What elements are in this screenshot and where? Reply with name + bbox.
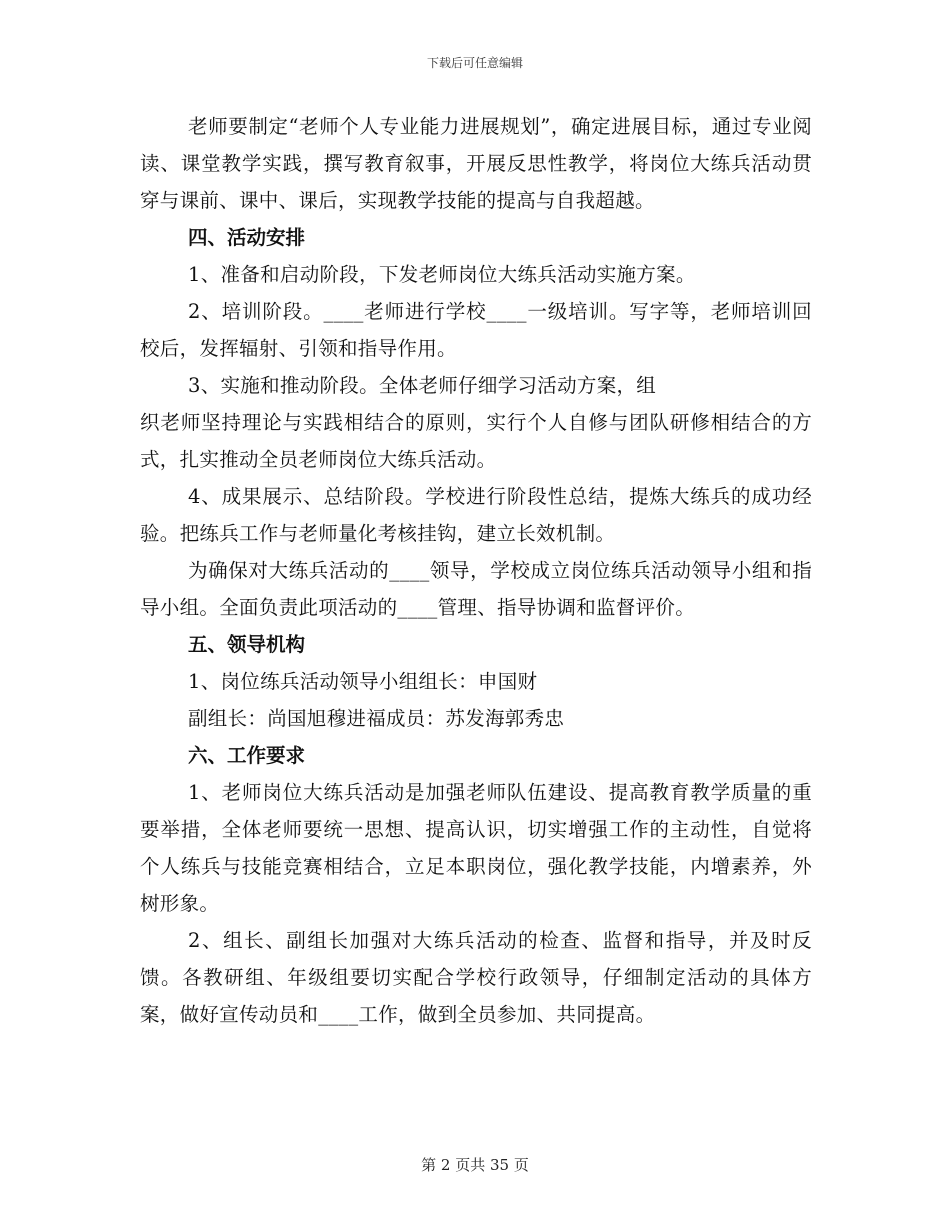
section-heading-leadership: 五、领导机构	[188, 633, 306, 656]
paragraph-stage-3: 3、实施和推动阶段。全体老师仔细学习活动方案，组	[188, 374, 657, 397]
section-heading-requirements: 六、工作要求	[188, 744, 306, 767]
paragraph-group-leader: 1、岗位练兵活动领导小组组长：申国财	[188, 670, 538, 693]
paragraph-requirement-2: 2、组长、副组长加强对大练兵活动的检查、监督和指导，并及时反馈。各教研组、年级组要切实配合学校行政领导，仔细制定活动的具体方案，做好宣传动员和____工作，做到全员参加、共同提高。	[140, 929, 812, 1026]
page-header: 下载后可任意编辑	[426, 56, 523, 70]
paragraph-stage-3-continued: 织老师坚持理论与实践相结合的原则，实行个人自修与团队研修相结合的方式，扎实推动全员老师岗位大练兵活动。	[140, 411, 812, 471]
document-body	[140, 108, 812, 1033]
section-heading-activity-schedule: 四、活动安排	[188, 226, 306, 249]
paragraph-stage-2: 2、培训阶段。____老师进行学校____一级培训。写字等，老师培训回校后，发挥辐射、引领和指导作用。	[140, 300, 812, 360]
page-footer-page-number: 第 2 页共 35 页	[421, 1156, 529, 1174]
paragraph-requirement-1: 1、老师岗位大练兵活动是加强老师队伍建设、提高教育教学质量的重要举措，全体老师要统一思想、提高认识，切实增强工作的主动性，自觉将个人练兵与技能竞赛相结合，立足本职岗位，强化教学技能，内增素养，外树形象。	[140, 781, 812, 915]
paragraph-stage-1: 1、准备和启动阶段，下发老师岗位大练兵活动实施方案。	[188, 263, 696, 286]
paragraph-intro: 老师要制定“老师个人专业能力进展规划”，确定进展目标，通过专业阅读、课堂教学实践，撰写教育叙事，开展反思性教学，将岗位大练兵活动贯穿与课前、课中、课后，实现教学技能的提高与自我超越。	[140, 115, 812, 212]
paragraph-leadership-purpose: 为确保对大练兵活动的____领导，学校成立岗位练兵活动领导小组和指导小组。全面负责此项活动的____管理、指导协调和监督评价。	[140, 559, 812, 619]
paragraph-deputy-members: 副组长：尚国旭穆进福成员：苏发海郭秀忠	[188, 707, 565, 730]
paragraph-stage-4: 4、成果展示、总结阶段。学校进行阶段性总结，提炼大练兵的成功经验。把练兵工作与老师量化考核挂钩，建立长效机制。	[140, 485, 812, 545]
